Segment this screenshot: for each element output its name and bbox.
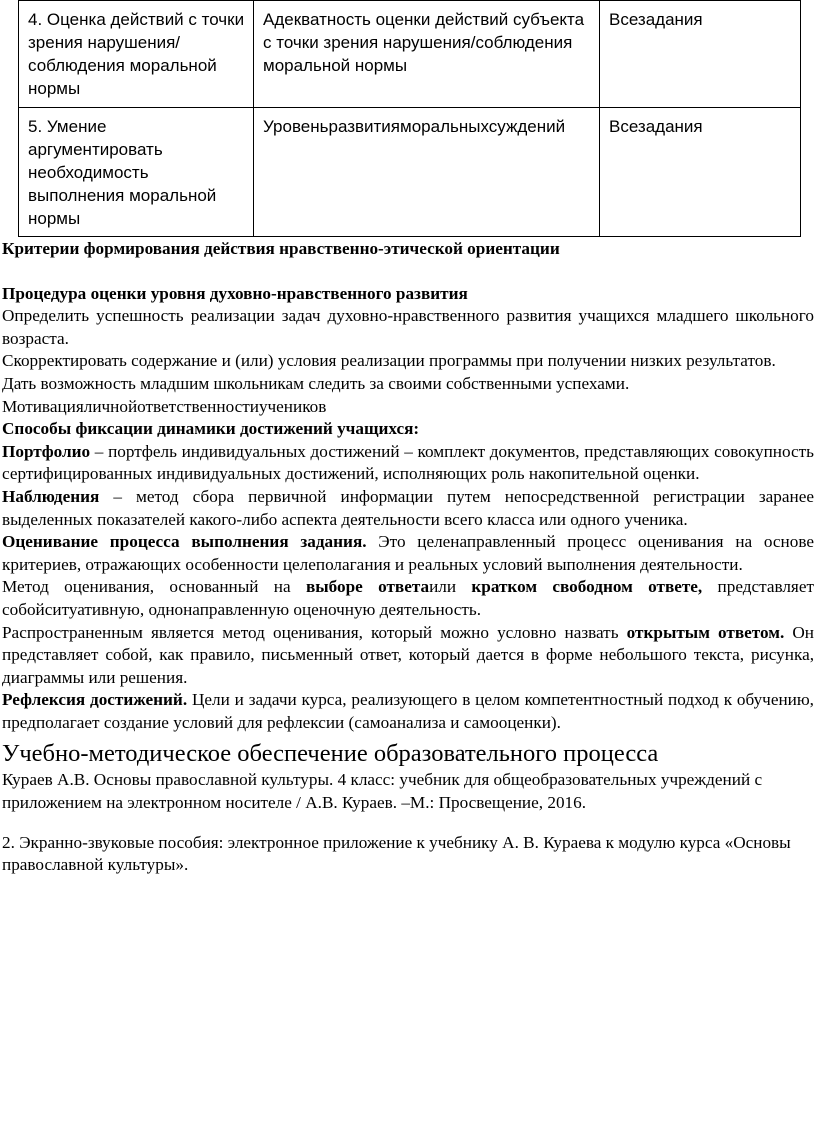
table-row bbox=[19, 108, 801, 237]
portfolio-paragraph: Портфолио – портфель индивидуальных достижений – комплект документов, представляющих совокупность сертифицированных индивидуальных достижений, исполняющих роль накопительной оценки. bbox=[2, 441, 814, 484]
method-paragraph: Метод оценивания, основанный на выборе ответаили кратком свободном ответе, представляет собойситуативную, однонаправленную оценочную деятельность. bbox=[2, 577, 814, 619]
term: Портфолио bbox=[2, 441, 91, 461]
document-body bbox=[2, 238, 814, 877]
support-heading: Учебно-методическое обеспечение образовательного процесса bbox=[2, 740, 659, 768]
term: Рефлексия достижений. bbox=[2, 690, 188, 710]
procedure-heading: Процедура оценки уровня духовно-нравственного развития bbox=[2, 283, 468, 303]
evaluation-paragraph: Оценивание процесса выполнения задания. Это целенаправленный процесс оценивания на основе критериев, отражающих особенности целеполагания и реальных условий выполнения деятельности. bbox=[2, 532, 814, 574]
criteria-table bbox=[18, 0, 801, 237]
paragraph: Дать возможность младшим школьникам следить за своими собственными успехами. bbox=[2, 373, 630, 393]
table-cell-criterion: 4. Оценка действий с точки зрения нарушения/соблюдения моральной нормы bbox=[19, 1, 254, 108]
table-cell-indicator: Уровеньразвитияморальныхсуждений bbox=[254, 108, 600, 237]
observation-paragraph: Наблюдения – метод сбора первичной информации путем непосредственной регистрации заранее выделенных показателей какого-либо аспекта деятельности всего класса или одного ученика. bbox=[2, 486, 814, 529]
table-cell-tasks: Всезадания bbox=[600, 108, 801, 237]
reference-item: Кураев А.В. Основы православной культуры. 4 класс: учебник для общеобразовательных учреждений с приложением на электронном носителе / А.В. Кураев. –М.: Просвещение, 2016. bbox=[2, 770, 763, 813]
table-row bbox=[19, 1, 801, 108]
table-cell-tasks: Всезадания bbox=[600, 1, 801, 108]
paragraph: Скорректировать содержание и (или) условия реализации программы при получении низких результатов. bbox=[2, 351, 776, 371]
criteria-heading: Критерии формирования действия нравственно-этической ориентации bbox=[2, 239, 560, 258]
reflection-paragraph: Рефлексия достижений. Цели и задачи курса, реализующего в целом компетентностный подход к обучению, предполагает создание условий для рефлексии (самоанализа и самооценки). bbox=[2, 690, 814, 732]
paragraph: Определить успешность реализации задач духовно-нравственного развития учащихся младшего школьного возраста. bbox=[2, 306, 814, 348]
table-cell-criterion: 5. Умение аргументировать необходимость выполнения моральной нормы bbox=[19, 108, 254, 237]
reference-item: 2. Экранно-звуковые пособия: электронное приложение к учебнику А. В. Кураева к модулю курса «Основы православной культуры». bbox=[2, 832, 791, 875]
term: Оценивание процесса выполнения задания. bbox=[2, 532, 367, 552]
term: Наблюдения bbox=[2, 486, 100, 506]
methods-heading: Способы фиксации динамики достижений учащихся: bbox=[2, 419, 420, 439]
paragraph: Мотивацияличнойответственностиучеников bbox=[2, 396, 327, 416]
table-cell-indicator: Адекватность оценки действий субъекта с точки зрения нарушения/соблюдения моральной нормы bbox=[254, 1, 600, 108]
open-answer-paragraph: Распространенным является метод оценивания, который можно условно назвать открытым ответом. Он представляет собой, как правило, письменный ответ, который дается в форме небольшого текста, рисунка, диаграммы или решения. bbox=[2, 622, 814, 687]
